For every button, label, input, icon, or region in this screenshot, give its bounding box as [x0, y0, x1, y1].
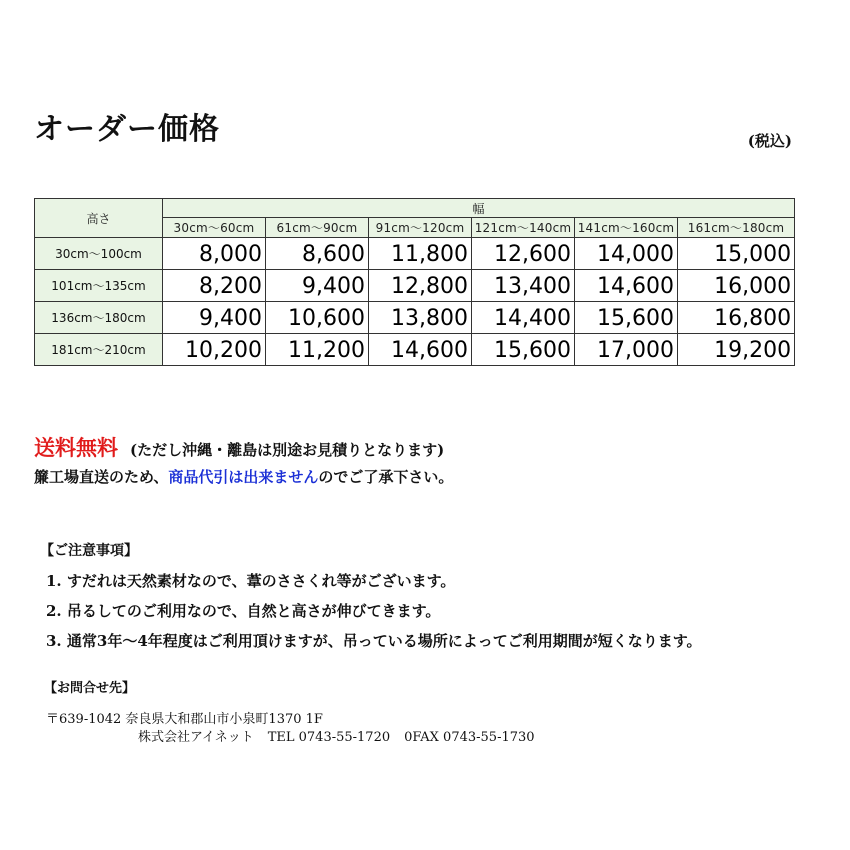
price-cell: 14,000 [575, 238, 678, 270]
shipping-exception-note: (ただし沖縄・離島は別途お見積りとなります) [130, 441, 445, 459]
cod-notice-post: のでご了承下さい。 [318, 468, 454, 486]
free-shipping-label: 送料無料 [34, 435, 118, 460]
contact-details [138, 726, 549, 745]
fax-number: 0FAX 0743-55-1730 [404, 730, 535, 745]
table-row [35, 334, 795, 366]
price-table [34, 198, 795, 366]
shipping-line [34, 432, 444, 462]
width-range: 161cm〜180cm [678, 218, 795, 238]
notes-list [46, 570, 702, 660]
height-range: 181cm〜210cm [35, 334, 163, 366]
list-item: 3. 通常3年〜4年程度はご利用頂けますが、吊っている場所によってご利用期間が短くなります。 [46, 632, 702, 650]
price-cell: 8,600 [266, 238, 369, 270]
width-range: 141cm〜160cm [575, 218, 678, 238]
price-cell: 10,200 [163, 334, 266, 366]
width-range: 61cm〜90cm [266, 218, 369, 238]
price-cell: 15,600 [575, 302, 678, 334]
price-cell: 14,600 [575, 270, 678, 302]
height-range: 101cm〜135cm [35, 270, 163, 302]
height-range: 30cm〜100cm [35, 238, 163, 270]
price-cell: 8,200 [163, 270, 266, 302]
width-range: 91cm〜120cm [369, 218, 472, 238]
price-cell: 8,000 [163, 238, 266, 270]
width-range: 121cm〜140cm [472, 218, 575, 238]
cod-notice [34, 466, 453, 487]
price-cell: 15,000 [678, 238, 795, 270]
list-item: 2. 吊るしてのご利用なので、自然と高さが伸びてきます。 [46, 602, 441, 620]
price-cell: 12,600 [472, 238, 575, 270]
price-cell: 16,000 [678, 270, 795, 302]
price-cell: 11,800 [369, 238, 472, 270]
price-cell: 10,600 [266, 302, 369, 334]
cod-notice-highlight: 商品代引は出来ません [168, 468, 319, 486]
contact-heading: 【お問合せ先】 [44, 681, 136, 696]
width-range: 30cm〜60cm [163, 218, 266, 238]
table-row [35, 238, 795, 270]
notes-heading: 【ご注意事項】 [40, 543, 138, 559]
contact-address: 〒639-1042 奈良県大和郡山市小泉町1370 1F [46, 712, 323, 727]
price-cell: 19,200 [678, 334, 795, 366]
height-header: 高さ [35, 199, 163, 238]
list-item: 1. すだれは天然素材なので、葦のささくれ等がございます。 [46, 572, 456, 590]
company-name: 株式会社アイネット [138, 730, 254, 745]
price-cell: 9,400 [266, 270, 369, 302]
phone-number: TEL 0743-55-1720 [267, 730, 391, 745]
height-range: 136cm〜180cm [35, 302, 163, 334]
price-cell: 17,000 [575, 334, 678, 366]
cod-notice-pre: 簾工場直送のため、 [34, 468, 169, 486]
width-header: 幅 [163, 199, 795, 218]
price-cell: 12,800 [369, 270, 472, 302]
price-cell: 16,800 [678, 302, 795, 334]
price-cell: 13,800 [369, 302, 472, 334]
price-cell: 14,600 [369, 334, 472, 366]
price-cell: 11,200 [266, 334, 369, 366]
price-cell: 14,400 [472, 302, 575, 334]
page-title: オーダー価格 [34, 112, 220, 147]
price-cell: 15,600 [472, 334, 575, 366]
tax-note: (税込) [747, 132, 792, 150]
price-cell: 13,400 [472, 270, 575, 302]
table-row [35, 302, 795, 334]
table-row [35, 270, 795, 302]
price-cell: 9,400 [163, 302, 266, 334]
